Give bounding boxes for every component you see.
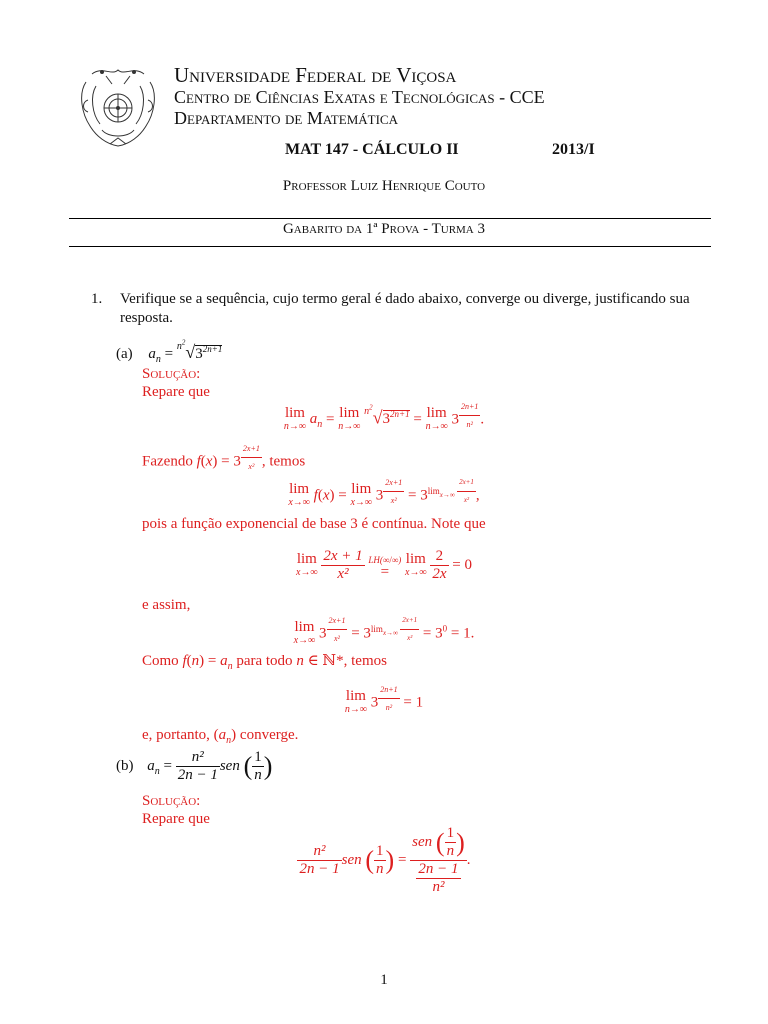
part-b-repare: Repare que [142, 811, 210, 827]
part-b-term: (b) $a_n$ = $\frac{\text{n²}}{2n - 1}$ sen ( $\frac{1}{n}$ ) [116, 749, 273, 783]
equation-a2: lim x→∞ f(x) = lim x→∞ 3 $^{\frac{2x+1}{\text{x²}}}$ = $3^{lim_{x\to\infty} \frac{2x+1}{\text{x²}}}$ , [288, 478, 480, 509]
department-name: Departamento de Matemática [174, 108, 398, 128]
part-b-label: (b) [116, 757, 134, 774]
question-statement: Verifique se a sequência, cujo termo geral é dado abaixo, converge ou diverge, justificando sua resposta. [120, 291, 690, 326]
professor-name: Professor Luiz Henrique Couto [282, 178, 486, 194]
equation-a5: lim n→∞ 3 $^{\frac{2n+1}{\text{n²}}}$ = 1 [344, 685, 424, 715]
part-a-term: (a) $a_n = ^{n^2}√3^{2n+1}$ [116, 338, 223, 365]
part-a-repare: Repare que [142, 384, 210, 400]
page-number: 1 [380, 972, 388, 988]
question-number: 1. [91, 291, 103, 307]
part-a-portanto: e, portanto, $(a_n)$ converge. [142, 727, 299, 746]
top-rule [69, 218, 711, 219]
bottom-rule [69, 246, 711, 247]
university-name: Universidade Federal de Viçosa [174, 63, 457, 87]
exam-title: Gabarito da 1ª Prova - Turma 3 [282, 221, 486, 237]
equation-a3: lim x→∞ $\frac{2x + 1}{\text{x²}}$ LH(∞/∞) = lim x→∞ $\frac{2}{2x}$ = 0 [296, 548, 472, 582]
center-name: Centro de Ciências Exatas e Tecnológicas - CCE [174, 87, 545, 107]
university-seal-logo [72, 60, 164, 152]
part-a-assim: e assim, [142, 597, 191, 613]
part-b-solution-label: Solução: [142, 793, 201, 809]
equation-a1: lim n→∞ $a_n = \lim$ n→∞ $^{n^2}√3^{2n+1} = \lim$ n→∞ 3 $^{\frac{2n+1}{\text{n²}}}$ . [283, 402, 485, 432]
part-a-solution-label: Solução: [142, 366, 201, 382]
header-block [174, 64, 545, 129]
part-a-label: (a) [116, 346, 133, 362]
course-code: MAT 147 - CÁLCULO II [285, 141, 459, 158]
equation-a4: lim x→∞ 3 $^{\frac{2x+1}{\text{x²}}}$ = $3^{lim_{x\to\infty} \frac{2x+1}{\text{x²}}}$ = $3^0 = 1$. [293, 616, 475, 647]
term: 2013/I [552, 141, 595, 158]
equation-b1: $\frac{\text{n²}}{2n - 1}$ sen ( $\frac{1}{n}$ ) = sen ( $\frac{1}{n}$ ) $\frac{2n - 1}{\text{n²}}$ . [299, 825, 471, 895]
part-a-como: Como $f(n) = a_n$ para todo n ∈ ℕ*, temos [142, 653, 387, 672]
part-a-fazendo: Fazendo f(x) = 3 $^{\frac{2x+1}{\text{x²}}}$ , temos [142, 440, 305, 475]
part-a-pois: pois a função exponencial de base 3 é contínua. Note que [142, 516, 486, 532]
